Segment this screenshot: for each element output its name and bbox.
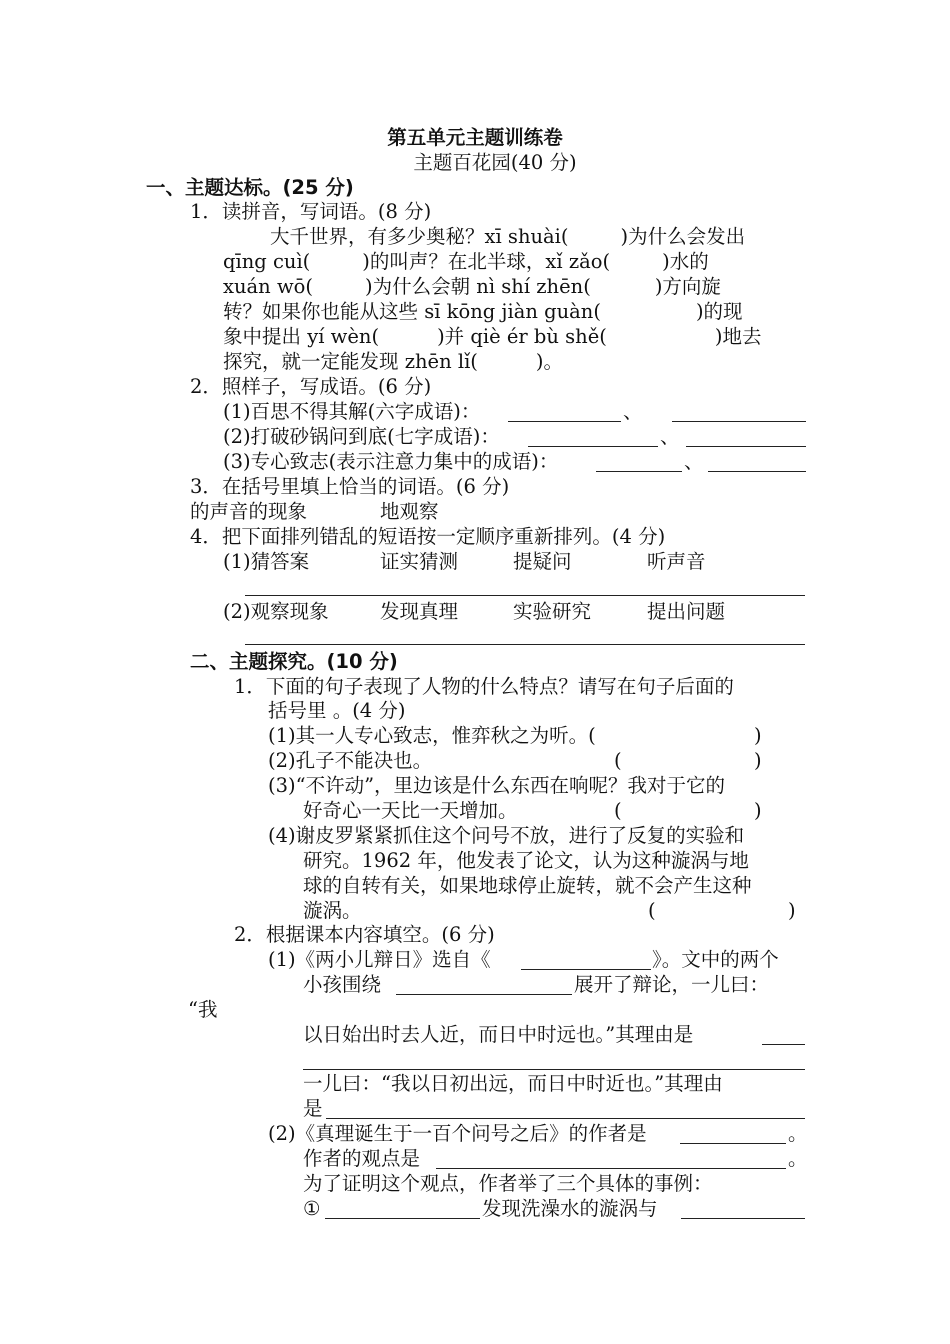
q2-label: 2．照样子，写成语。(6 分) <box>190 375 432 398</box>
p2-q2-s2b: 展开了辩论，一儿曰： <box>574 973 770 996</box>
p2-q1-item-1-rp: ) <box>754 724 762 747</box>
p2-q2-label: 2．根据课本内容填空。(6 分) <box>234 923 495 946</box>
q4-row1-phrase-4: 听声音 <box>647 550 706 573</box>
p2-q2-s4: 以日始出时去人近，而日中时远也。”其理由是 <box>303 1023 694 1046</box>
p2-q2-s2a: 小孩围绕 <box>303 973 382 996</box>
p2-q1-item-3-cont: 好奇心一天比一天增加。 <box>303 799 518 822</box>
q3-label: 3．在括号里填上恰当的词语。(6 分) <box>190 475 510 498</box>
q4-row2-phrase-3: 实验研究 <box>513 600 592 623</box>
q1-label: 1．读拼音，写词语。(8 分) <box>190 200 432 223</box>
p2-q1-item-1: (1)其一人专心致志，惟弈秋之为听。( <box>268 724 596 747</box>
p2-q2-blank-author[interactable] <box>680 1143 786 1144</box>
p2-q2-s10b: 发现洗澡水的漩涡与 <box>482 1197 658 1220</box>
p2-q1-item-3-rp: ) <box>754 799 762 822</box>
p2-q2-s1a: (1)《两小儿辩日》选自《 <box>268 948 491 971</box>
p2-q2-s9: 为了证明这个观点，作者举了三个具体的事例： <box>303 1172 713 1195</box>
q2-item-1-sep: 、 <box>623 400 643 423</box>
q2-item-2-blank-b[interactable] <box>686 446 806 447</box>
q3-line-b: 地观察 <box>380 500 439 523</box>
q4-row1-phrase-2: 证实猜测 <box>380 550 459 573</box>
p2-q1-item-4: (4)谢皮罗紧紧抓住这个问号不放，进行了反复的实验和 <box>268 824 745 847</box>
p2-q2-s5: 一儿曰：“我以日初出远，而日中时近也。”其理由 <box>303 1072 723 1095</box>
p2-q1-item-4-lp: ( <box>648 899 656 922</box>
q4-row2-phrase-2: 发现真理 <box>380 600 459 623</box>
p2-q1-label: 1．下面的句子表现了人物的什么特点？请写在句子后面的 <box>234 675 734 698</box>
q4-row1-phrase-3: 提疑问 <box>513 550 572 573</box>
q4-row1-phrase-1: (1)猜答案 <box>223 550 310 573</box>
p2-q2-s6: 是 <box>303 1097 323 1120</box>
q2-item-3-blank-b[interactable] <box>708 471 806 472</box>
q2-item-3: (3)专心致志(表示注意力集中的成语)： <box>223 450 559 473</box>
q2-item-1: (1)百思不得其解(六字成语)： <box>223 400 481 423</box>
p2-q2-s3: “我 <box>188 998 218 1021</box>
p2-q1-item-4-cont2: 球的自转有关，如果地球停止旋转，就不会产生这种 <box>303 874 752 897</box>
q3-line-a: 的声音的现象 <box>190 500 308 523</box>
q1-line-5: 象中提出 yí wèn( )并 qiè ér bù shě( )地去 <box>223 325 762 348</box>
p2-q2-blank-reason1[interactable] <box>303 1069 805 1070</box>
q4-row2-phrase-1: (2)观察现象 <box>223 600 329 623</box>
p2-q2-blank-topic[interactable] <box>396 994 572 995</box>
q2-item-3-blank-a[interactable] <box>596 471 682 472</box>
p2-q1-item-2: (2)孔子不能决也。 <box>268 749 433 772</box>
q2-item-1-blank-b[interactable] <box>672 421 806 422</box>
p2-q1-item-4-cont1: 研究。1962 年，他发表了论文，认为这种漩涡与地 <box>303 849 749 872</box>
q2-item-2-sep: 、 <box>660 425 680 448</box>
q1-line-1: 大千世界，有多少奥秘？xī shuài( )为什么会发出 <box>270 225 746 248</box>
p2-q1-item-3-lp: ( <box>614 799 622 822</box>
p2-q1-item-2-rp: ) <box>754 749 762 772</box>
p2-q2-blank-book[interactable] <box>521 969 651 970</box>
q1-line-2: qīng cuì( )的叫声？在北半球，xǐ zǎo( )水的 <box>223 250 709 273</box>
p2-q2-s8b: 。 <box>788 1147 808 1170</box>
p2-q2-s7a: (2)《真理诞生于一百个问号之后》的作者是 <box>268 1122 647 1145</box>
q2-item-2: (2)打破砂锅问到底(七字成语)： <box>223 425 500 448</box>
p2-q1-label-2: 括号里 。(4 分) <box>268 699 406 722</box>
p2-q2-blank-reason2[interactable] <box>326 1118 805 1119</box>
page-title: 第五单元主题训练卷 <box>387 126 563 149</box>
part2-heading: 二、主题探究。(10 分) <box>190 650 398 673</box>
q2-item-2-blank-a[interactable] <box>528 446 658 447</box>
q1-line-4: 转？如果你也能从这些 sī kōng jiàn guàn( )的现 <box>223 300 743 323</box>
q1-line-6: 探究，就一定能发现 zhēn lǐ( )。 <box>223 350 564 373</box>
p2-q1-item-4-rp: ) <box>788 899 796 922</box>
p2-q2-blank-example1-tail[interactable] <box>681 1218 805 1219</box>
q2-item-1-blank-a[interactable] <box>508 421 621 422</box>
q4-row2-answer-line[interactable] <box>245 644 805 645</box>
p2-q2-blank-example1[interactable] <box>325 1218 480 1219</box>
q4-row1-answer-line[interactable] <box>245 595 805 596</box>
p2-q2-blank-reason1-tail[interactable] <box>762 1044 805 1045</box>
page-subtitle: 主题百花园(40 分) <box>413 151 577 174</box>
p2-q1-item-2-lp: ( <box>614 749 622 772</box>
q4-label: 4．把下面排列错乱的短语按一定顺序重新排列。(4 分) <box>190 525 666 548</box>
p2-q1-item-4-cont3: 漩涡。 <box>303 899 362 922</box>
q1-line-3: xuán wō( )为什么会朝 nì shí zhēn( )方向旋 <box>223 275 721 298</box>
q2-item-3-sep: 、 <box>684 450 704 473</box>
p2-q2-s7b: 。 <box>788 1122 808 1145</box>
part1-heading: 一、主题达标。(25 分) <box>146 176 354 199</box>
p2-q2-s8a: 作者的观点是 <box>303 1147 421 1170</box>
p2-q2-s10a: ① <box>303 1197 321 1220</box>
p2-q2-blank-viewpoint[interactable] <box>436 1168 786 1169</box>
p2-q2-s1b: 》。文中的两个 <box>652 948 779 971</box>
p2-q1-item-3: (3)“不许动”，里边该是什么东西在响呢？我对于它的 <box>268 774 726 797</box>
q4-row2-phrase-4: 提出问题 <box>647 600 726 623</box>
